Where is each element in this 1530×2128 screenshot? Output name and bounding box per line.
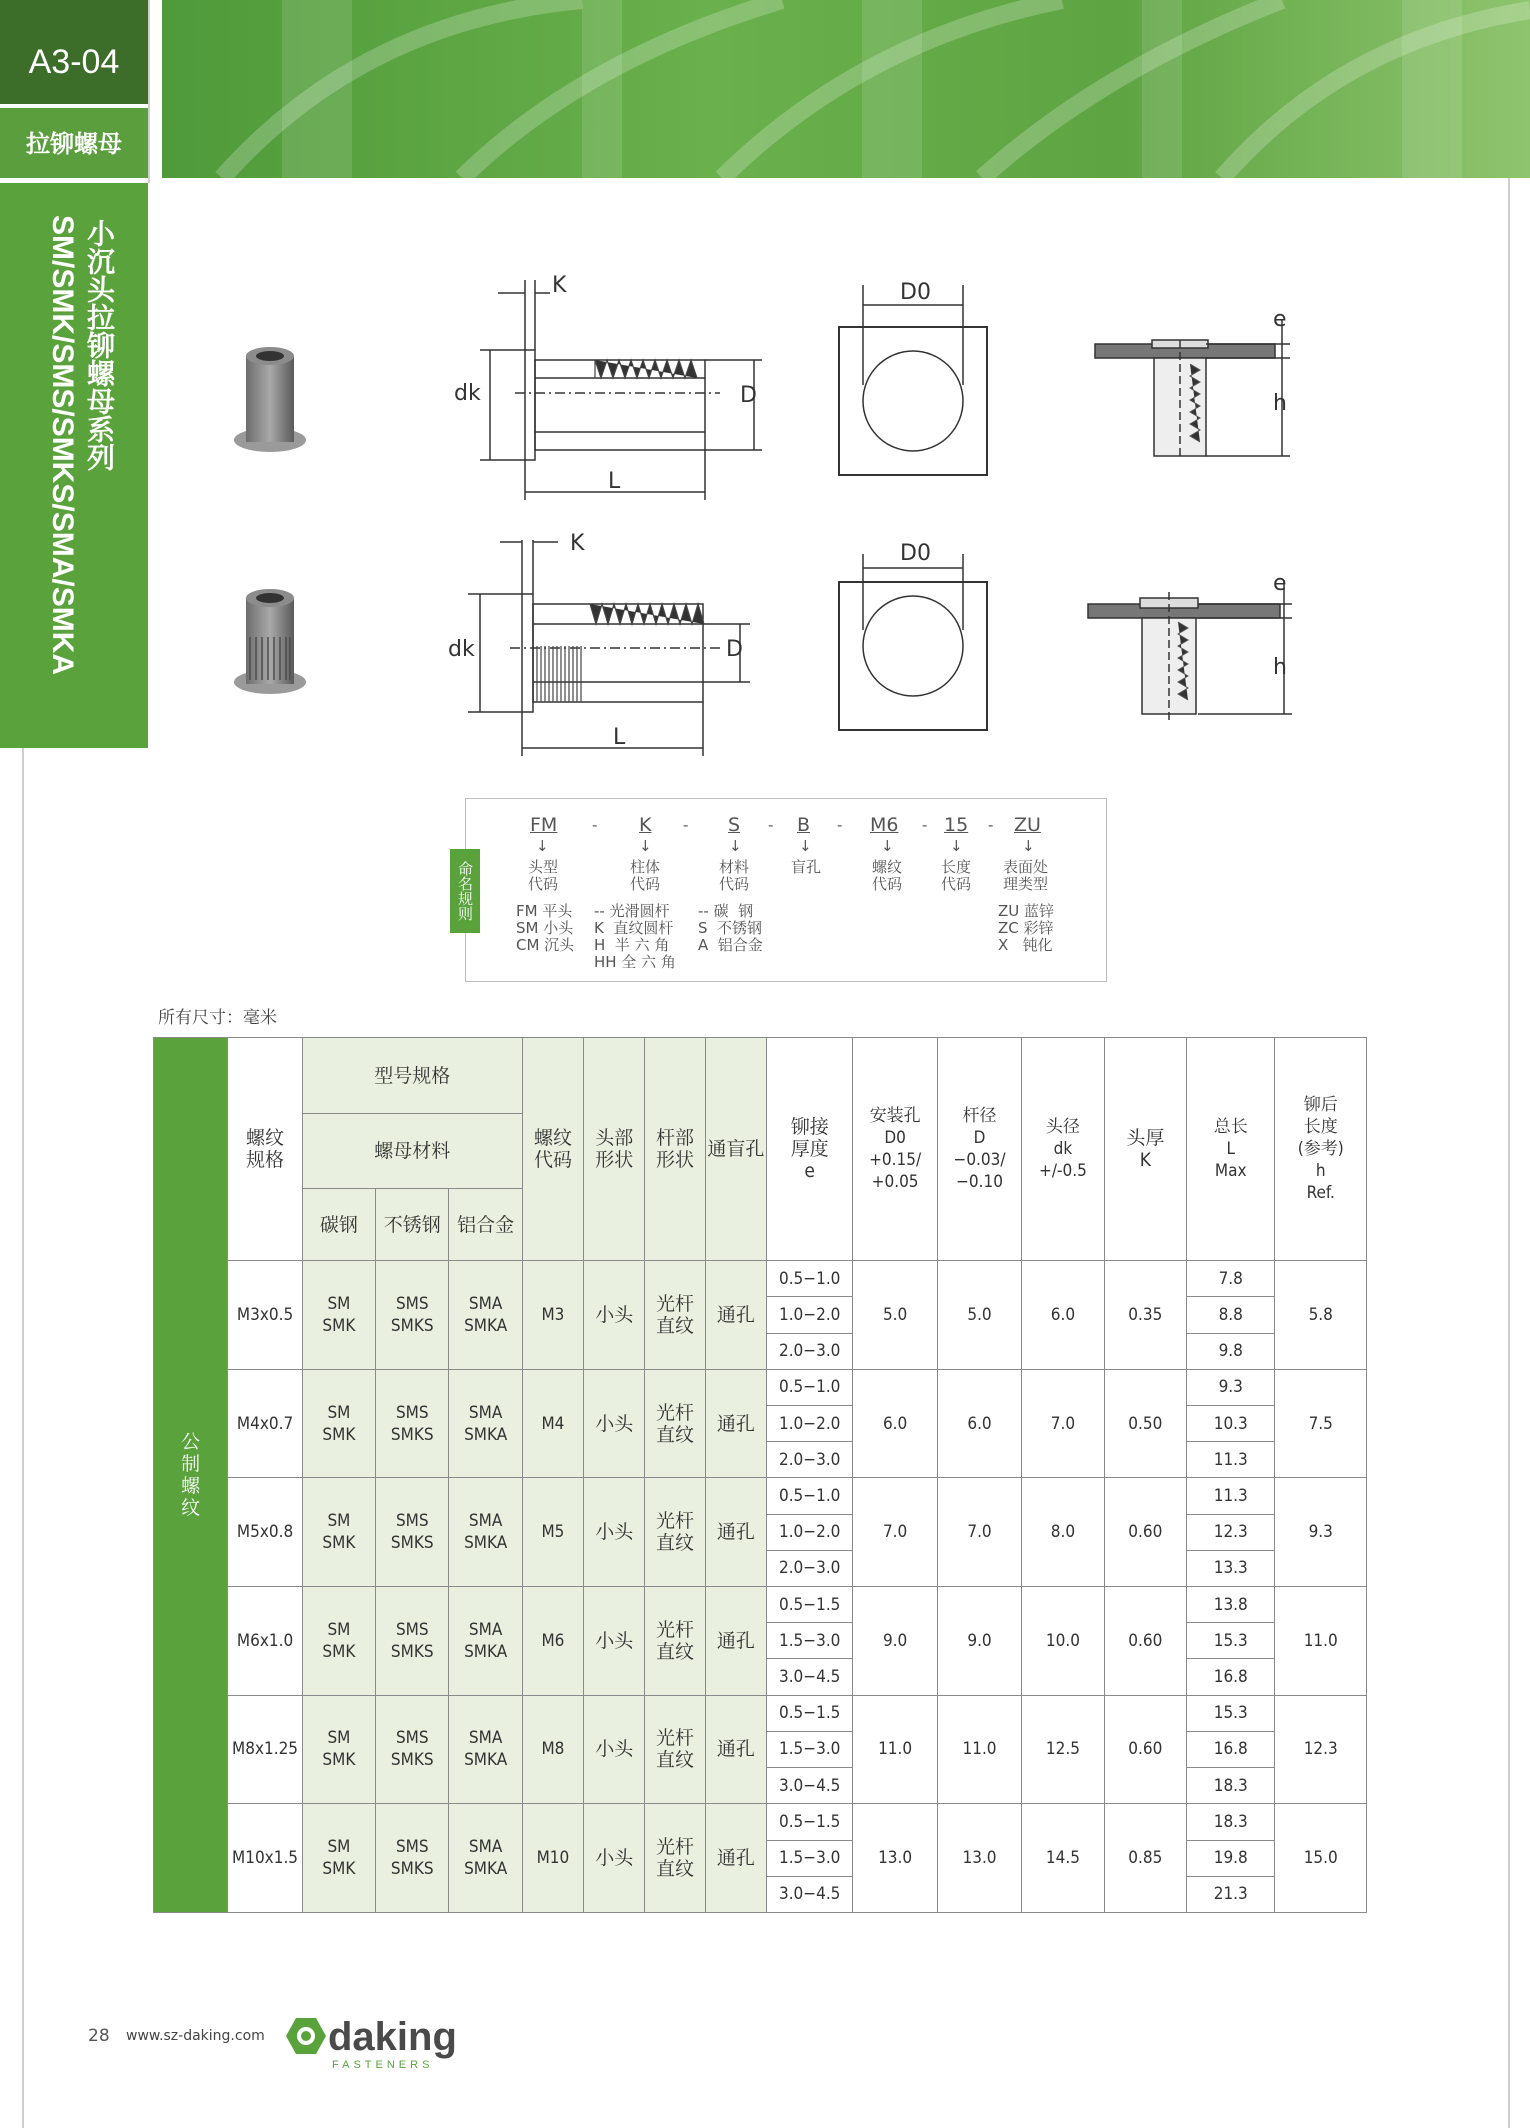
label-dk: dk [454, 381, 481, 406]
cell-head-shape: 小头 [584, 1261, 645, 1370]
drawing-installed-view-2 [1080, 562, 1300, 732]
label-D0: D0 [900, 280, 931, 305]
cell-thread: M6x1.0 [228, 1587, 302, 1696]
desc-thread: 螺纹 代码 [872, 858, 903, 893]
cell-shank-shape: 光杆 直纹 [645, 1261, 705, 1370]
desc-body: 柱体 代码 [630, 858, 661, 893]
series-codes: SM/SMK/SMS/SMKS/SMA/SMKA [46, 215, 79, 676]
header-length: 总长 L Max [1187, 1038, 1275, 1261]
cell-shank-shape: 光杆 直纹 [645, 1478, 705, 1587]
head-options: FM 平头 SM 小头 CM 沉头 [516, 902, 575, 954]
cell-length: 16.8 [1187, 1731, 1275, 1767]
cell-stainless: SMS SMKS [376, 1587, 449, 1696]
finish-options: ZU 蓝锌 ZC 彩锌 X 钝化 [998, 902, 1055, 954]
header-nut-material: 螺母材料 [302, 1114, 522, 1188]
cell-carbon: SM SMK [302, 1478, 375, 1587]
banner-pattern [162, 0, 1530, 178]
arrow-icon: ↓ [950, 837, 963, 855]
code-finish: ZU [1014, 814, 1041, 836]
cell-d: 11.0 [937, 1695, 1021, 1804]
cell-aluminum: SMA SMKA [449, 1369, 522, 1478]
header-after-length: 铆后 长度 (参考) h Ref. [1275, 1038, 1367, 1261]
cell-shank-shape: 光杆 直纹 [645, 1804, 705, 1913]
cell-aluminum: SMA SMKA [449, 1804, 522, 1913]
cell-k: 0.60 [1104, 1695, 1186, 1804]
arrow-icon: ↓ [536, 837, 549, 855]
page-code: A3-04 [0, 0, 148, 104]
product-photo-smooth [220, 340, 310, 470]
material-options: -- 碳 钢 S 不锈钢 A 铝合金 [698, 902, 763, 954]
arrow-icon: ↓ [729, 837, 742, 855]
cell-length: 16.8 [1187, 1659, 1275, 1695]
header-thread-spec: 螺纹 规格 [228, 1038, 302, 1261]
header-aluminum: 铝合金 [449, 1188, 522, 1260]
table-row [154, 1804, 1367, 1840]
dash: - [922, 816, 928, 834]
label-K: K [552, 273, 567, 298]
header-model-spec: 型号规格 [302, 1038, 522, 1114]
label-e: e [1273, 307, 1287, 332]
cell-h: 15.0 [1275, 1804, 1367, 1913]
website: www.sz-daking.com [126, 2028, 265, 2044]
brand-logo [272, 2010, 462, 2074]
cell-dk: 14.5 [1022, 1804, 1104, 1913]
label-D: D [740, 383, 757, 408]
cell-length: 11.3 [1187, 1442, 1275, 1478]
label-L: L [608, 469, 621, 494]
cell-stainless: SMS SMKS [376, 1369, 449, 1478]
header-head-shape: 头部 形状 [584, 1038, 645, 1261]
cell-length: 11.3 [1187, 1478, 1275, 1514]
cell-length: 19.8 [1187, 1840, 1275, 1876]
drawing-side-view-knurled [440, 526, 770, 766]
cell-h: 7.5 [1275, 1369, 1367, 1478]
cell-stainless: SMS SMKS [376, 1261, 449, 1370]
series-sidebar [0, 183, 148, 748]
product-photo-knurled [220, 582, 310, 712]
cell-hole-type: 通孔 [705, 1587, 766, 1696]
cell-carbon: SM SMK [302, 1261, 375, 1370]
code-blind: B [797, 814, 811, 836]
cell-head-shape: 小头 [584, 1587, 645, 1696]
cell-d: 7.0 [937, 1478, 1021, 1587]
dash: - [988, 816, 994, 834]
cell-grip: 2.0−3.0 [766, 1442, 852, 1478]
header-head-thk: 头厚 K [1104, 1038, 1186, 1261]
header-shank-shape: 杆部 形状 [645, 1038, 705, 1261]
cell-aluminum: SMA SMKA [449, 1478, 522, 1587]
cell-carbon: SM SMK [302, 1369, 375, 1478]
desc-material: 材料 代码 [719, 858, 750, 893]
desc-length: 长度 代码 [941, 858, 972, 893]
header-through-blind: 通盲孔 [705, 1038, 766, 1261]
cell-grip: 1.0−2.0 [766, 1514, 852, 1550]
table-row [154, 1478, 1367, 1514]
cell-length: 8.8 [1187, 1297, 1275, 1333]
cell-grip: 1.0−2.0 [766, 1297, 852, 1333]
label-dk: dk [448, 637, 475, 662]
table-row [154, 1695, 1367, 1731]
label-D0: D0 [900, 541, 931, 566]
table-row [154, 1261, 1367, 1297]
arrow-icon: ↓ [799, 837, 812, 855]
cell-d0: 9.0 [853, 1587, 937, 1696]
cell-d: 5.0 [937, 1261, 1021, 1370]
body-options: -- 光滑圆杆 K 直纹圆杆 H 半 六 角 HH 全 六 角 [594, 902, 676, 971]
cell-hole-type: 通孔 [705, 1695, 766, 1804]
frame-left-line [22, 748, 24, 2128]
cell-stainless: SMS SMKS [376, 1478, 449, 1587]
arrow-icon: ↓ [1022, 837, 1035, 855]
cell-thread-code: M6 [522, 1587, 583, 1696]
table-row [154, 1587, 1367, 1623]
header-head-dia: 头径 dk +/-0.5 [1022, 1038, 1104, 1261]
label-D: D [726, 637, 743, 662]
drawing-hole-view-2 [830, 530, 1000, 740]
cell-grip: 2.0−3.0 [766, 1550, 852, 1586]
cell-grip: 3.0−4.5 [766, 1768, 852, 1804]
code-head: FM [530, 814, 558, 836]
desc-blind: 盲孔 [791, 858, 822, 876]
cell-k: 0.85 [1104, 1804, 1186, 1913]
cell-stainless: SMS SMKS [376, 1695, 449, 1804]
cell-length: 9.8 [1187, 1333, 1275, 1369]
cell-length: 15.3 [1187, 1623, 1275, 1659]
cell-d0: 11.0 [853, 1695, 937, 1804]
header-grip: 铆接 厚度 e [766, 1038, 852, 1261]
header-hole: 安装孔 D0 +0.15/ +0.05 [853, 1038, 937, 1261]
dash: - [592, 816, 598, 834]
cell-grip: 1.0−2.0 [766, 1406, 852, 1442]
cell-k: 0.35 [1104, 1261, 1186, 1370]
code-material: S [728, 814, 741, 836]
cell-shank-shape: 光杆 直纹 [645, 1695, 705, 1804]
code-body: K [639, 814, 652, 836]
series-title: 小沉头拉铆螺母系列 [83, 219, 116, 471]
header-thread-code: 螺纹 代码 [522, 1038, 583, 1261]
cell-dk: 8.0 [1022, 1478, 1104, 1587]
cell-h: 5.8 [1275, 1261, 1367, 1370]
label-e: e [1273, 571, 1287, 596]
cell-head-shape: 小头 [584, 1369, 645, 1478]
cell-grip: 0.5−1.5 [766, 1587, 852, 1623]
cell-length: 15.3 [1187, 1695, 1275, 1731]
cell-grip: 2.0−3.0 [766, 1333, 852, 1369]
cell-head-shape: 小头 [584, 1478, 645, 1587]
cell-thread-code: M3 [522, 1261, 583, 1370]
cell-grip: 1.5−3.0 [766, 1623, 852, 1659]
cell-aluminum: SMA SMKA [449, 1261, 522, 1370]
cell-thread-code: M4 [522, 1369, 583, 1478]
frame-right-line [1508, 178, 1510, 2128]
cell-grip: 3.0−4.5 [766, 1876, 852, 1912]
dash: - [683, 816, 689, 834]
cell-thread-code: M5 [522, 1478, 583, 1587]
cell-thread: M10x1.5 [228, 1804, 302, 1913]
drawing-installed-view-1 [1090, 300, 1300, 470]
cell-d: 6.0 [937, 1369, 1021, 1478]
frame-top-line [148, 0, 150, 183]
cell-dk: 12.5 [1022, 1695, 1104, 1804]
cell-thread: M8x1.25 [228, 1695, 302, 1804]
code-length: 15 [944, 814, 969, 836]
cell-dk: 10.0 [1022, 1587, 1104, 1696]
cell-thread-code: M10 [522, 1804, 583, 1913]
label-h: h [1273, 391, 1287, 416]
units-note: 所有尺寸：毫米 [158, 1008, 277, 1028]
cell-shank-shape: 光杆 直纹 [645, 1369, 705, 1478]
cell-aluminum: SMA SMKA [449, 1587, 522, 1696]
cell-thread: M5x0.8 [228, 1478, 302, 1587]
cell-hole-type: 通孔 [705, 1804, 766, 1913]
cell-grip: 0.5−1.0 [766, 1478, 852, 1514]
hex-bolt-icon [286, 2018, 326, 2054]
cell-thread: M4x0.7 [228, 1369, 302, 1478]
cell-grip: 1.5−3.0 [766, 1840, 852, 1876]
arrow-icon: ↓ [639, 837, 652, 855]
dash: - [768, 816, 774, 834]
header-stainless: 不锈钢 [376, 1188, 449, 1260]
cell-length: 18.3 [1187, 1804, 1275, 1840]
cell-dk: 6.0 [1022, 1261, 1104, 1370]
cell-head-shape: 小头 [584, 1695, 645, 1804]
dash: - [837, 816, 843, 834]
cell-d: 9.0 [937, 1587, 1021, 1696]
cell-hole-type: 通孔 [705, 1261, 766, 1370]
cell-length: 10.3 [1187, 1406, 1275, 1442]
cell-length: 7.8 [1187, 1261, 1275, 1297]
category-label: 拉铆螺母 [0, 108, 148, 178]
naming-rule-tag: 命名规则 [450, 849, 480, 933]
cell-thread: M3x0.5 [228, 1261, 302, 1370]
cell-k: 0.50 [1104, 1369, 1186, 1478]
page-number: 28 [88, 2026, 110, 2046]
cell-hole-type: 通孔 [705, 1369, 766, 1478]
cell-d0: 7.0 [853, 1478, 937, 1587]
cell-grip: 1.5−3.0 [766, 1731, 852, 1767]
header-carbon: 碳钢 [302, 1188, 375, 1260]
cell-length: 12.3 [1187, 1514, 1275, 1550]
cell-d0: 13.0 [853, 1804, 937, 1913]
cell-length: 21.3 [1187, 1876, 1275, 1912]
brand-sub: FASTENERS [332, 2059, 434, 2071]
cell-h: 11.0 [1275, 1587, 1367, 1696]
spec-table [153, 1037, 1367, 1913]
cell-d0: 6.0 [853, 1369, 937, 1478]
cell-aluminum: SMA SMKA [449, 1695, 522, 1804]
cell-length: 13.3 [1187, 1550, 1275, 1586]
side-label: 公制螺纹 [154, 1038, 228, 1913]
cell-grip: 0.5−1.5 [766, 1695, 852, 1731]
cell-k: 0.60 [1104, 1478, 1186, 1587]
cell-head-shape: 小头 [584, 1804, 645, 1913]
cell-grip: 3.0−4.5 [766, 1659, 852, 1695]
cell-k: 0.60 [1104, 1587, 1186, 1696]
cell-grip: 0.5−1.0 [766, 1369, 852, 1405]
cell-carbon: SM SMK [302, 1587, 375, 1696]
cell-carbon: SM SMK [302, 1804, 375, 1913]
desc-finish: 表面处 理类型 [1003, 858, 1049, 893]
cell-h: 12.3 [1275, 1695, 1367, 1804]
brand-name: daking [328, 2015, 457, 2059]
cell-d0: 5.0 [853, 1261, 937, 1370]
cell-thread-code: M8 [522, 1695, 583, 1804]
cell-h: 9.3 [1275, 1478, 1367, 1587]
drawing-side-view-smooth [440, 270, 770, 500]
cell-length: 18.3 [1187, 1768, 1275, 1804]
cell-grip: 0.5−1.0 [766, 1261, 852, 1297]
header-banner [162, 0, 1530, 178]
drawing-hole-view-1 [830, 275, 1000, 485]
header-shank-dia: 杆径 D −0.03/ −0.10 [937, 1038, 1021, 1261]
cell-shank-shape: 光杆 直纹 [645, 1587, 705, 1696]
arrow-icon: ↓ [881, 837, 894, 855]
label-h: h [1273, 655, 1287, 680]
label-K: K [570, 531, 585, 556]
code-thread: M6 [870, 814, 899, 836]
desc-head: 头型 代码 [528, 858, 559, 893]
label-L: L [613, 725, 626, 750]
cell-d: 13.0 [937, 1804, 1021, 1913]
cell-dk: 7.0 [1022, 1369, 1104, 1478]
cell-length: 13.8 [1187, 1587, 1275, 1623]
cell-length: 9.3 [1187, 1369, 1275, 1405]
cell-stainless: SMS SMKS [376, 1804, 449, 1913]
table-row [154, 1369, 1367, 1405]
cell-grip: 0.5−1.5 [766, 1804, 852, 1840]
cell-hole-type: 通孔 [705, 1478, 766, 1587]
naming-rule-box [456, 798, 1107, 982]
cell-carbon: SM SMK [302, 1695, 375, 1804]
